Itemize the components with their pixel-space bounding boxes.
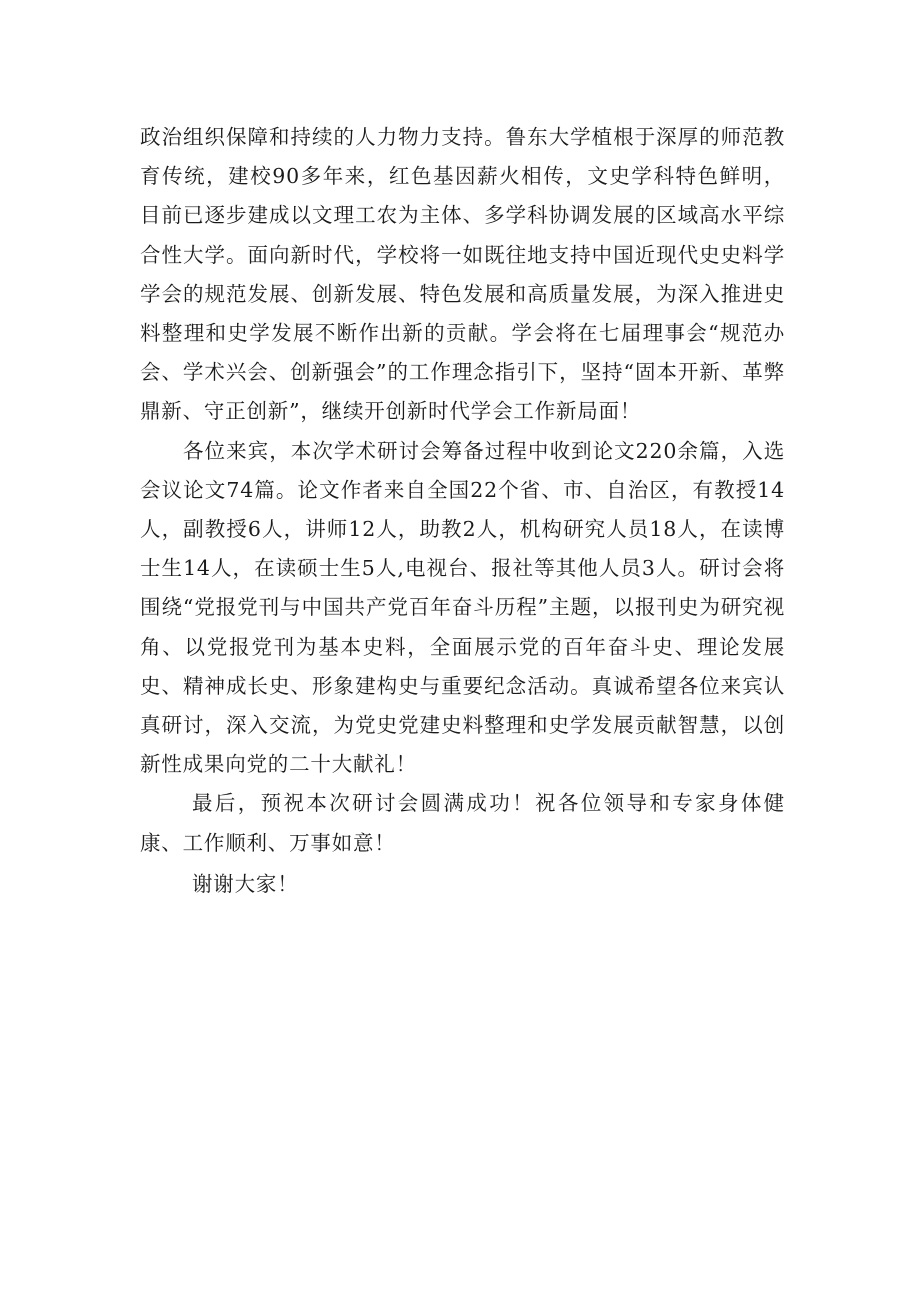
document-body xyxy=(140,118,785,904)
paragraph-thanks: 谢谢大家！ xyxy=(192,871,299,896)
paragraph-closing-wishes: 最后，预祝本次研讨会圆满成功！祝各位领导和专家身体健康、工作顺利、万事如意！ xyxy=(140,791,785,855)
paragraph-university-support: 政治组织保障和持续的人力物力支持。鲁东大学植根于深厚的师范教育传统，建校90多年来，红色基因薪火相传，文史学科特色鲜明，目前已逐步建成以文理工农为主体、多学科协调发展的区域高水平综合性大学。面向新时代，学校将一如既往地支持中国近现代史史料学学会的规范发展、创新发展、特色发展和高质量发展，为深入推进史料整理和史学发展不断作出新的贡献。学会将在七届理事会“规范办会、学术兴会、创新强会”的工作理念指引下，坚持“固本开新、革弊鼎新、守正创新”，继续开创新时代学会工作新局面！ xyxy=(140,125,785,424)
paragraph-conference-papers: 各位来宾，本次学术研讨会筹备过程中收到论文220余篇，入选会议论文74篇。论文作者来自全国22个省、市、自治区，有教授14人，副教授6人，讲师12人，助教2人，机构研究人员18人，在读博士生14人，在读硕士生5人,电视台、报社等其他人员3人。研讨会将围绕“党报党刊与中国共产党百年奋斗历程”主题，以报刊史为研究视角、以党报党刊为基本史料，全面展示党的百年奋斗史、理论发展史、精神成长史、形象建构史与重要纪念活动。真诚希望各位来宾认真研讨，深入交流，为党史党建史料整理和史学发展贡献智慧，以创新性成果向党的二十大献礼！ xyxy=(140,438,785,777)
